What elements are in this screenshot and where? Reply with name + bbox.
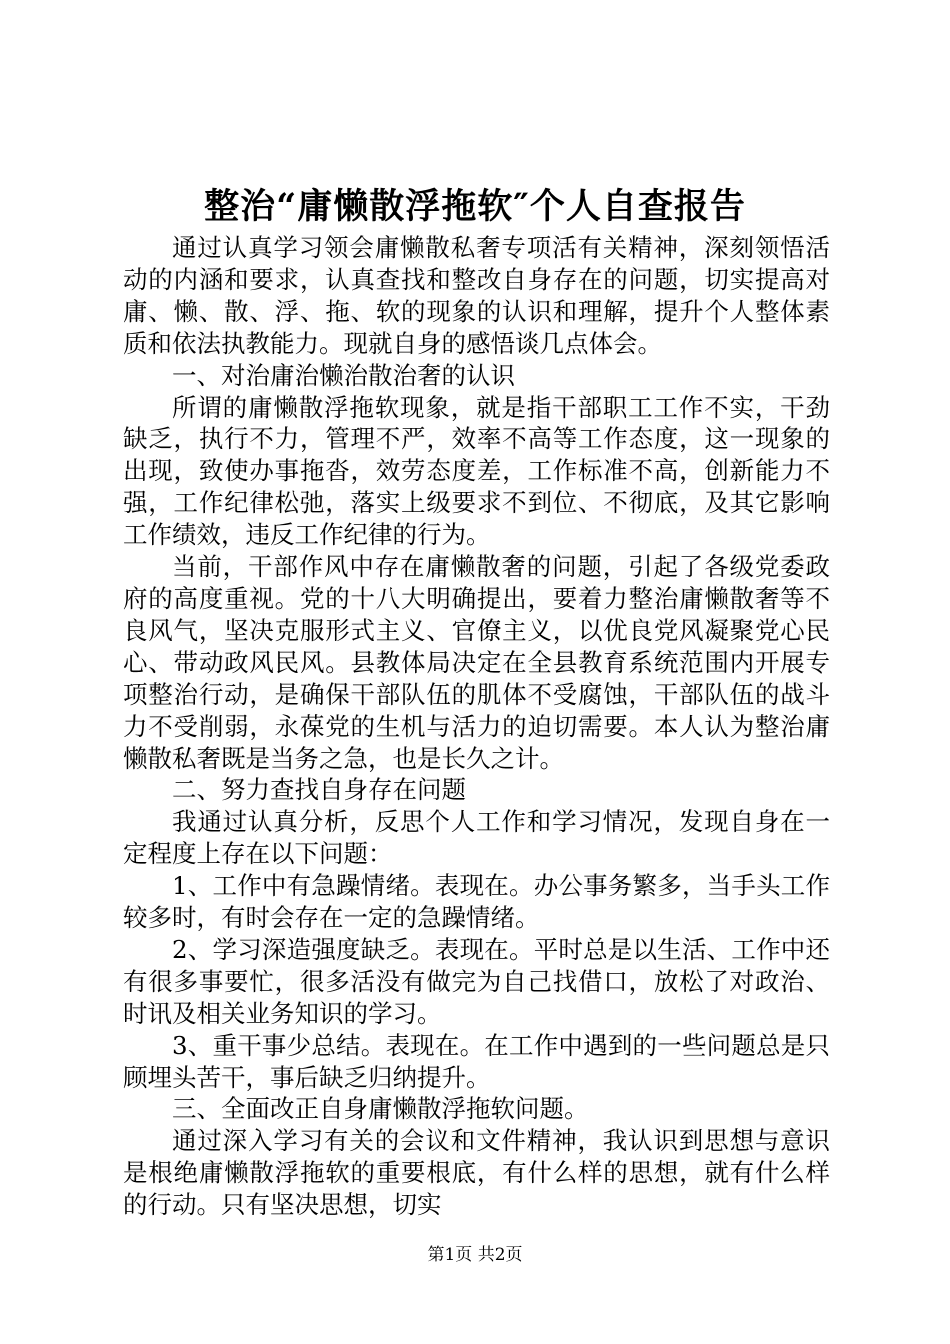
list-item-problem-1: 1、工作中有急躁情绪。表现在。办公事务繁多，当手头工作较多时，有时会存在一定的急躁情绪。 xyxy=(123,871,830,933)
document-body xyxy=(123,232,830,1221)
paragraph-correction: 通过深入学习有关的会议和文件精神，我认识到思想与意识是根绝庸懒散浮拖软的重要根底，有什么样的思想，就有什么样的行动。只有坚决思想，切实 xyxy=(123,1126,830,1220)
paragraph-definition: 所谓的庸懒散浮拖软现象，就是指干部职工工作不实，干劲缺乏，执行不力，管理不严，效率不高等工作态度，这一现象的出现，致使办事拖沓，效劳态度差，工作标准不高，创新能力不强，工作纪律松弛，落实上级要求不到位、不彻底，及其它影响工作绩效，违反工作纪律的行为。 xyxy=(123,392,830,550)
paragraph-intro: 通过认真学习领会庸懒散私奢专项活有关精神，深刻领悟活动的内涵和要求，认真查找和整改自身存在的问题，切实提高对庸、懒、散、浮、拖、软的现象的认识和理解，提升个人整体素质和依法执教能力。现就自身的感悟谈几点体会。 xyxy=(123,233,830,358)
section-heading-1: 一、对治庸治懒治散治奢的认识 xyxy=(172,360,515,390)
list-item-problem-3: 3、重干事少总结。表现在。在工作中遇到的一些问题总是只顾埋头苦干，事后缺乏归纳提升。 xyxy=(123,1030,830,1092)
page-number-footer: 第1页 共2页 xyxy=(427,1245,523,1265)
list-item-problem-2: 2、学习深造强度缺乏。表现在。平时总是以生活、工作中还有很多事要忙，很多活没有做完为自己找借口，放松了对政治、时讯及相关业务知识的学习。 xyxy=(123,934,830,1028)
section-heading-2: 二、努力查找自身存在问题 xyxy=(172,775,466,805)
paragraph-self-analysis: 我通过认真分析，反思个人工作和学习情况，发现自身在一定程度上存在以下问题： xyxy=(123,807,830,869)
paragraph-current-situation: 当前，干部作风中存在庸懒散奢的问题，引起了各级党委政府的高度重视。党的十八大明确提出，要着力整治庸懒散奢等不良风气，坚决克服形式主义、官僚主义，以优良党风凝聚党心民心、带动政风民风。县教体局决定在全县教育系统范围内开展专项整治行动，是确保干部队伍的肌体不受腐蚀，干部队伍的战斗力不受削弱，永葆党的生机与活力的迫切需要。本人认为整治庸懒散私奢既是当务之急，也是长久之计。 xyxy=(123,552,830,773)
section-heading-3: 三、全面改正自身庸懒散浮拖软问题。 xyxy=(172,1094,589,1124)
document-title: 整治“庸懒散浮拖软″个人自查报告 xyxy=(204,186,746,227)
